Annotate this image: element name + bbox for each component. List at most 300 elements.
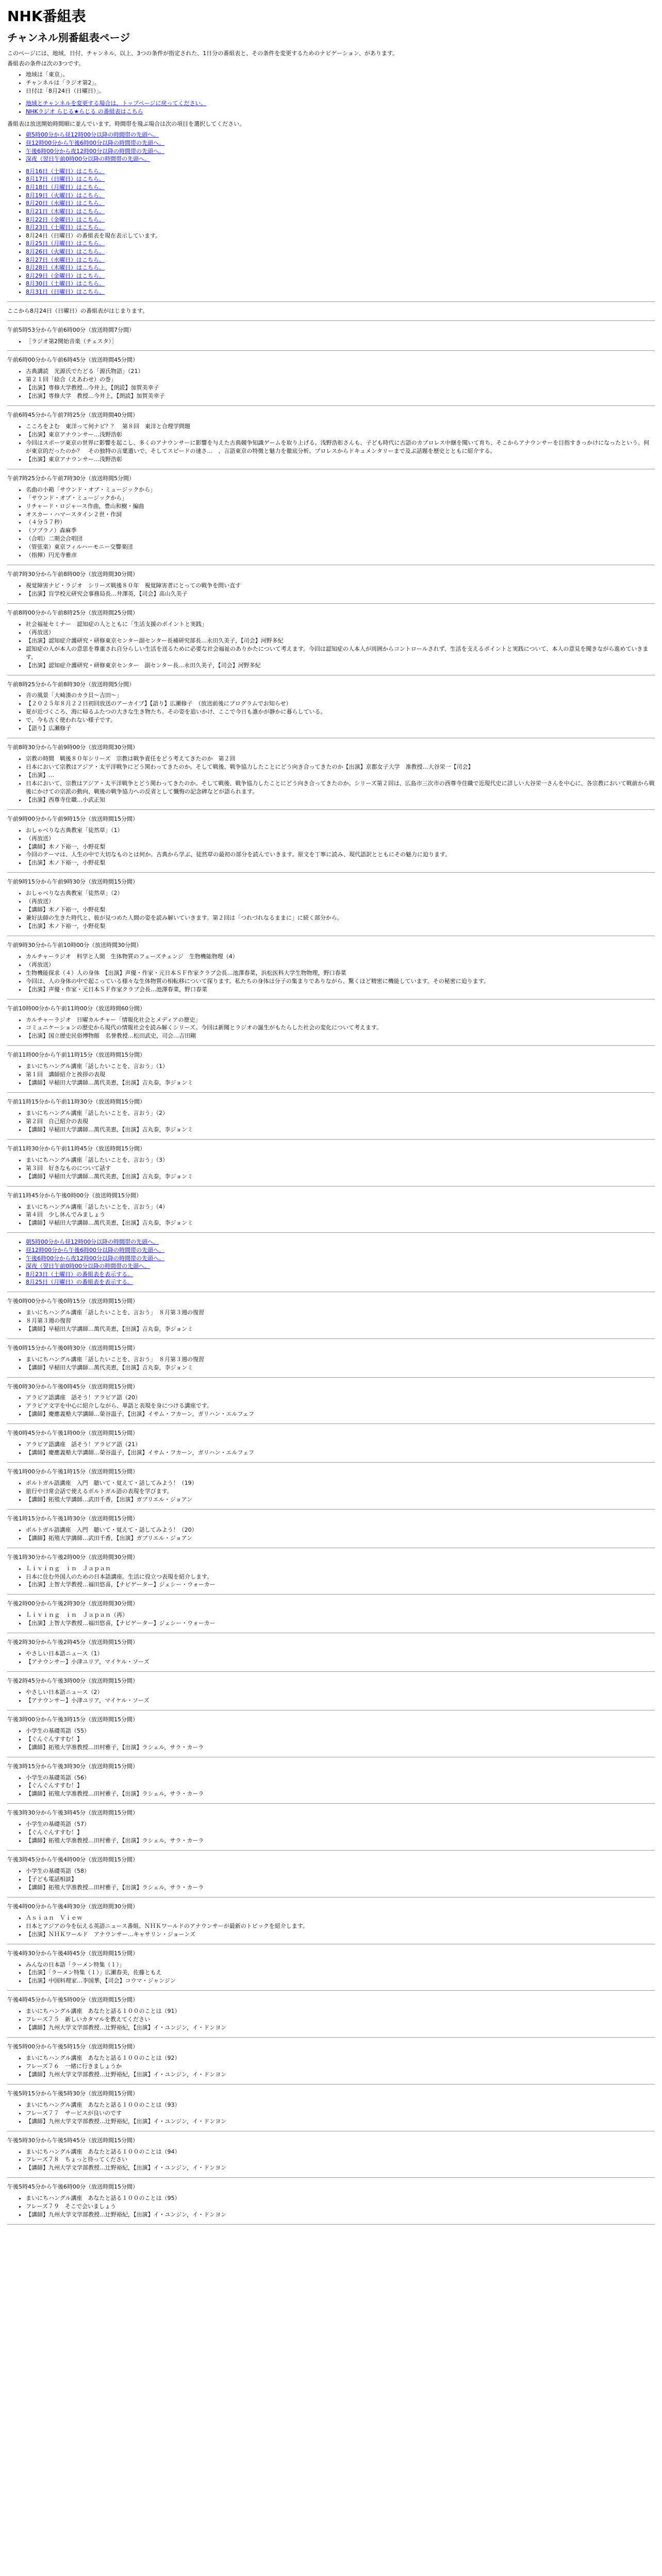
program-detail: • 第４回 少し休んでみましょう bbox=[26, 1211, 655, 1219]
program-details bbox=[7, 1526, 655, 1543]
program-title: • まいにちハングル講座 あなたと話る１００のことは（94） bbox=[26, 2148, 655, 2156]
program-details bbox=[7, 1774, 655, 1799]
mid-nav-item bbox=[26, 1255, 655, 1263]
program-detail: • 【出演】東京アナウンサー…浅野浩彰 bbox=[26, 455, 655, 464]
program-detail: • フレーズ７６ 一緒に行きましょうか bbox=[26, 2062, 655, 2071]
program-detail: • 【講師】九州大学文学部教授…辻野裕紀，【出演】イ・ユンジン，イ・ドンヨン bbox=[26, 2024, 655, 2032]
program-time: 午後0時15分から午後0時30分（放送時間15分間） bbox=[7, 1344, 138, 1351]
program-details bbox=[7, 1688, 655, 1705]
date-link[interactable]: 8月23日（土曜日）はこちら。 bbox=[26, 224, 105, 231]
divider bbox=[7, 350, 655, 351]
program-title: • まいにちハングル講座「話したいことを、言おう」 ８月第３週の復習 bbox=[26, 1309, 655, 1317]
program-title: • 小学生の基礎英語（57） bbox=[26, 1820, 655, 1828]
program-details bbox=[7, 1565, 655, 1589]
program-item bbox=[7, 1677, 655, 1705]
current-date-label: 8月24日（日曜日）の番組表を現在表示しています。 bbox=[26, 232, 161, 239]
program-details bbox=[7, 1062, 655, 1087]
program-detail: • 【講師】九州大学文学部教授…辻野裕紀，【出演】イ・ユンジン，イ・ドンヨン bbox=[26, 2164, 655, 2172]
program-detail: • で、今も古く使われない様子です。 bbox=[26, 716, 655, 724]
program-detail: • 日本とアジアの今を伝える英語ニュース番組。ＮＨＫワールドのアナウンサーが最新のトピックを紹介します。 bbox=[26, 1922, 655, 1930]
program-time: 午前9時30分から午前10時00分（放送時間30分間） bbox=[7, 941, 142, 948]
program-details bbox=[7, 1479, 655, 1504]
program-detail: • 兼好法師の生きた時代と、彼が見つめた人間の姿を読み解いていきます。第２回は「つれづれなるままに」に続く部分から。 bbox=[26, 914, 655, 922]
program-detail: • 第２１回「絵合（えあわせ）の巻」 bbox=[26, 376, 655, 384]
jump-afternoon-link[interactable]: 昼12時00分から午後6時00分以降の時間帯の先頭へ。 bbox=[26, 140, 164, 147]
program-time: 午前8時30分から午前9時00分（放送時間30分間） bbox=[7, 744, 138, 751]
program-detail: • 【出演】西尊寺住職…小武正知 bbox=[26, 796, 655, 804]
program-detail: • 【講師】拓殖大学准教授…田村雅子，【出演】ラシェル，サラ・カーラ bbox=[26, 1884, 655, 1892]
program-title: • 小学生の基礎英語（55） bbox=[26, 1727, 655, 1735]
mid-nav-item bbox=[26, 1262, 655, 1270]
program-details bbox=[7, 422, 655, 464]
program-title: • 音の風景「大崎湊のカラ貝～吉田～」 bbox=[26, 691, 655, 700]
program-details bbox=[7, 826, 655, 868]
program-title: • やさしい日本語ニュース（2） bbox=[26, 1688, 655, 1697]
program-detail: • 【講師】早稲田大学講師…萬代美恵，【出演】吉丸泰，李ジョンミ bbox=[26, 1325, 655, 1333]
program-time: 午前11時45分から午後0時00分（放送時間15分間） bbox=[7, 1192, 142, 1199]
divider bbox=[7, 1377, 655, 1378]
program-detail: • 【子ども電話相談】 bbox=[26, 1875, 655, 1884]
program-details bbox=[7, 691, 655, 733]
program-detail: • 【ぐんぐんすすむ！】 bbox=[26, 1735, 655, 1743]
divider bbox=[7, 1803, 655, 1804]
program-detail: • ８月第３週の復習 bbox=[26, 1317, 655, 1325]
divider bbox=[7, 301, 655, 302]
date-link[interactable]: 8月31日（日曜日）はこちら。 bbox=[26, 289, 105, 296]
program-details bbox=[7, 1961, 655, 1986]
date-nav-item bbox=[26, 232, 655, 240]
program-detail: • （再放送） bbox=[26, 897, 655, 906]
program-time: 午前11時15分から午前11時30分（放送時間15分間） bbox=[7, 1098, 145, 1106]
program-details bbox=[7, 1914, 655, 1939]
program-item bbox=[7, 1051, 655, 1087]
program-detail: • 【２０２５年８月２２日初回放送のアーカイブ】【語り】広瀬修子 （放送前後にプログラムでお知らせ） bbox=[26, 700, 655, 708]
program-title: • まいにちハングル講座 あなたと話る１００のことは（91） bbox=[26, 2007, 655, 2015]
program-detail: • オスカー・ハマースタイン２世・作詞 bbox=[26, 511, 655, 519]
program-details bbox=[7, 953, 655, 994]
program-detail: • 【講師】拓殖大学准教授…田村雅子，【出演】ラシェル，サラ・カーラ bbox=[26, 1743, 655, 1752]
date-link[interactable]: 8月27日（水曜日）はこちら。 bbox=[26, 256, 105, 263]
program-detail: • 今回はスポーツ東京の世界に影響を起こし、多くのアナウンサーに影響を与えた古典競争知識ゲームを取り上げる。浅野浩彰さんも、子ども時代に古語のカプロレス中継を聞いて育ち、そこからアナウンサーを目指すきっかけになったという。何が東京的だったのか？ その独特の言葉遣いで、そしてスピードの速さ… 、言語東京の特徴と魅力を徹底分析。プロレスからドキュメンタリーまで及ぶ話題を歴史とともに紹介する。 bbox=[26, 439, 655, 455]
program-details bbox=[7, 755, 655, 804]
program-detail: • リチャード・ロジャース作曲，豊山和樹・編曲 bbox=[26, 502, 655, 511]
time-nav-label: 番組表は放送開始時間順に並んでいます。時間帯を飛ぶ場合は次の項目を選択してください。 bbox=[7, 120, 245, 127]
program-detail: • 夏が近づくころ、海に帰るふたつの大きな生き物たち。その姿を追いかけ、ここで今日も誰かが静かに暮らしている。 bbox=[26, 708, 655, 716]
divider bbox=[7, 1139, 655, 1140]
program-item bbox=[7, 1005, 655, 1041]
mid-nav-link[interactable]: 8月25日（月曜日）の番組表を表示する。 bbox=[26, 1279, 133, 1286]
program-detail: • 旅行や日常会話で使えるポルトガル語の表現を学びます。 bbox=[26, 1487, 655, 1496]
divider bbox=[7, 405, 655, 406]
date-nav-item bbox=[26, 208, 655, 216]
program-detail: • 【ぐんぐんすすむ！】 bbox=[26, 1782, 655, 1790]
program-detail: • 【出演】ＮＨＫワールド アナウンサー…キャサリン・ジョーンズ bbox=[26, 1930, 655, 1939]
program-detail: • フレーズ７７ サービスが良いのです bbox=[26, 2109, 655, 2117]
program-detail: • フレーズ７９ そこで会いましょう bbox=[26, 2202, 655, 2211]
program-time: 午後5時15分から午後5時30分（放送時間15分間） bbox=[7, 2090, 138, 2097]
program-item bbox=[7, 2043, 655, 2079]
program-title: • 名曲の小箱「サウンド・オブ・ミュージックから」 bbox=[26, 486, 655, 494]
program-time: 午後4時00分から午後4時30分（放送時間30分間） bbox=[7, 1903, 138, 1910]
divider bbox=[7, 872, 655, 873]
program-item bbox=[7, 1809, 655, 1845]
jump-morning-link[interactable]: 朝5時00分から昼12時00分以降の時間帯の先頭へ。 bbox=[26, 131, 159, 139]
divider bbox=[7, 2037, 655, 2038]
date-nav-item bbox=[26, 175, 655, 183]
program-item bbox=[7, 1429, 655, 1457]
divider bbox=[7, 1092, 655, 1093]
program-title: • まいにちハングル講座 あなたと話る１００のことは（92） bbox=[26, 2054, 655, 2062]
program-detail: • 【講師】慶應義塾大学講師…榮谷温子，【出演】イサム・フカーン，ガリハン・エルフェフ bbox=[26, 1449, 655, 1457]
program-detail: • 【講師】九州大学文学部教授…辻野裕紀，【出演】イ・ユンジン，イ・ドンヨン bbox=[26, 2071, 655, 2079]
program-detail: • 【出演】声優・作家・元日本ＳＦ作家クラブ会長…池澤春菜，野口春菜 bbox=[26, 986, 655, 994]
program-detail: • 日本において宗教はアジア・太平洋戦争にどう関わってきたのか。そして戦後、戦争協力したことにどう向き合ってきたのか【出演】京都女子大学 准教授…大谷栄一【司会】 bbox=[26, 763, 655, 771]
program-item bbox=[7, 681, 655, 733]
program-detail: • 【講師】九州大学文学部教授…辻野裕紀，【出演】イ・ユンジン，イ・ドンヨン bbox=[26, 2211, 655, 2219]
program-detail: • 【講師】木ノ下裕一，小野花梨 bbox=[26, 843, 655, 851]
program-time: 午後1時30分から午後2時00分（放送時間30分間） bbox=[7, 1553, 138, 1561]
program-title: • カルチャーラジオ 科学と人間 生体物質のフェーズチェンジ 生物機能物理（4） bbox=[26, 953, 655, 961]
program-detail: • 【講師】拓殖大学講師…武田千香，【出演】ガブリエル・ジョアン bbox=[26, 1534, 655, 1543]
date-link[interactable]: 8月20日（水曜日）はこちら。 bbox=[26, 200, 105, 207]
mid-nav-item bbox=[26, 1246, 655, 1255]
program-title: • ポルトガル語講座 入門 聴いて・覚えて・話してみよう！（20） bbox=[26, 1526, 655, 1534]
program-time: 午前10時00分から午前11時00分（放送時間60分間） bbox=[7, 1005, 145, 1012]
conditions-list bbox=[7, 71, 655, 95]
date-nav-item bbox=[26, 224, 655, 232]
program-detail: • 【講師】早稲田大学講師…萬代美恵，【出演】吉丸泰，李ジョンミ bbox=[26, 1364, 655, 1372]
date-nav-item bbox=[26, 199, 655, 208]
program-item bbox=[7, 326, 655, 346]
program-time: 午後5時45分から午後6時00分（放送時間15分間） bbox=[7, 2183, 138, 2191]
program-time: 午前11時00分から午前11時15分（放送時間15分間） bbox=[7, 1052, 145, 1059]
program-item bbox=[7, 815, 655, 868]
program-time: 午後3時45分から午後4時00分（放送時間15分間） bbox=[7, 1856, 138, 1863]
program-detail: • 【出演】盲学校元研究会事務局長…井澤英，【司会】高山久美子 bbox=[26, 590, 655, 598]
program-detail: • （再放送） bbox=[26, 961, 655, 969]
program-title: • アラビア語講座 話そう！アラビア語（21） bbox=[26, 1440, 655, 1449]
date-nav-item bbox=[26, 248, 655, 256]
divider bbox=[7, 2224, 655, 2225]
program-time: 午後2時00分から午後2時30分（放送時間30分間） bbox=[7, 1600, 138, 1607]
program-item bbox=[7, 1344, 655, 1372]
condition-region: • 地域は「東京」。 bbox=[26, 71, 655, 79]
mid-nav-link[interactable]: 昼12時00分から午後6時00分以降の時間帯の先頭へ。 bbox=[26, 1246, 164, 1253]
program-detail: • （再放送） bbox=[26, 629, 655, 637]
program-time: 午前7時30分から午前8時00分（放送時間30分間） bbox=[7, 571, 138, 578]
date-link[interactable]: 8月30日（土曜日）はこちら。 bbox=[26, 280, 105, 287]
program-item bbox=[7, 570, 655, 598]
program-time: 午前8時00分から午前8時25分（放送時間25分間） bbox=[7, 609, 138, 616]
program-item bbox=[7, 356, 655, 400]
program-item bbox=[7, 1515, 655, 1543]
program-detail: • （ソプラノ）森麻季 bbox=[26, 527, 655, 535]
program-time: 午後5時30分から午後5時45分（放送時間15分間） bbox=[7, 2137, 138, 2144]
conditions-label: 番組表の条件は次の3つです。 bbox=[7, 60, 85, 67]
program-details bbox=[7, 2101, 655, 2126]
date-link[interactable]: 8月29日（金曜日）はこちら。 bbox=[26, 272, 105, 279]
date-link[interactable]: 8月22日（金曜日）はこちら。 bbox=[26, 216, 105, 223]
program-time: 午後4時30分から午後4時45分（放送時間15分間） bbox=[7, 1950, 138, 1957]
program-title: • まいにちハングル講座 あなたと話る１００のことは（93） bbox=[26, 2101, 655, 2109]
program-item bbox=[7, 1856, 655, 1892]
divider bbox=[7, 1338, 655, 1339]
program-detail: • 【出演】木ノ下裕一，小野花梨 bbox=[26, 922, 655, 930]
program-item bbox=[7, 878, 655, 930]
program-time: 午後0時30分から午後0時45分（放送時間15分間） bbox=[7, 1383, 138, 1390]
program-item bbox=[7, 743, 655, 804]
program-detail: • 【講師】木ノ下裕一，小野花梨 bbox=[26, 906, 655, 914]
date-nav-item bbox=[26, 167, 655, 176]
program-detail: • 【出演】専修大学 教授…今井上，【朗読】加賀美幸子 bbox=[26, 392, 655, 400]
program-details bbox=[7, 1867, 655, 1892]
program-title: • 古典講読 光源氏でたどる「源氏物語」（21） bbox=[26, 367, 655, 376]
program-detail: • 【出演】専修大学教授…今井上，【朗読】加賀美幸子 bbox=[26, 384, 655, 392]
program-item bbox=[7, 411, 655, 464]
date-nav-item bbox=[26, 192, 655, 200]
program-detail: • 【語り】広瀬修子 bbox=[26, 724, 655, 733]
program-item bbox=[7, 2090, 655, 2126]
program-details bbox=[7, 889, 655, 930]
program-title: • 宗教の時間 戦後８０年シリーズ 宗教は戦争責任をどう考えてきたのか 第２回 bbox=[26, 755, 655, 763]
mid-nav-link[interactable]: 朝5時00分から昼12時00分以降の時間帯の先頭へ。 bbox=[26, 1239, 159, 1246]
mid-nav-link[interactable]: 午後6時00分から夜12時00分以降の時間帯の先頭へ。 bbox=[26, 1255, 164, 1262]
program-item bbox=[7, 2183, 655, 2219]
date-nav-item bbox=[26, 183, 655, 192]
program-item bbox=[7, 1297, 655, 1333]
program-detail: • 【出演】認知症介護研究・研修東京センター副センター長補研究部長…永田久美子，【司会】河野多紀 bbox=[26, 637, 655, 645]
divider bbox=[7, 809, 655, 810]
program-details bbox=[7, 1203, 655, 1228]
date-link[interactable]: 8月25日（月曜日）はこちら。 bbox=[26, 240, 105, 247]
program-detail: • （４分５７秒） bbox=[26, 518, 655, 527]
program-item bbox=[7, 1716, 655, 1752]
program-time: 午後3時30分から午後3時45分（放送時間15分間） bbox=[7, 1809, 138, 1817]
date-link[interactable]: 8月28日（木曜日）はこちら。 bbox=[26, 264, 105, 272]
program-details bbox=[7, 2148, 655, 2173]
divider bbox=[7, 1594, 655, 1595]
mid-nav bbox=[7, 1238, 655, 1286]
program-title: • やさしい日本語ニュース（1） bbox=[26, 1650, 655, 1658]
program-detail: • 【講師】慶應義塾大学講師…榮谷温子，【出演】イサム・フカーン，ガリハン・エルフェフ bbox=[26, 1410, 655, 1418]
program-title: • まいにちハングル講座「話したいことを、言おう」 ８月第３週の復習 bbox=[26, 1355, 655, 1364]
date-link[interactable]: 8月17日（日曜日）はこちら。 bbox=[26, 176, 105, 183]
program-detail: • 【出演】認知症介護研究・研修東京センター 副センター長…永田久美子，【司会】河野多紀 bbox=[26, 662, 655, 670]
page-title: NHK番組表 bbox=[7, 8, 86, 25]
program-item bbox=[7, 1468, 655, 1504]
program-detail: • （指揮）円光寺雅彦 bbox=[26, 551, 655, 560]
program-details bbox=[7, 1650, 655, 1666]
date-nav-item bbox=[26, 280, 655, 288]
program-detail: • 【講師】拓殖大学准教授…田村雅子，【出演】ラシェル，サラ・カーラ bbox=[26, 1837, 655, 1845]
program-time: 午前9時00分から午前9時15分（放送時間15分間） bbox=[7, 815, 138, 822]
program-detail: • 【出演】東京アナウンサー…浅野浩彰 bbox=[26, 431, 655, 439]
program-details bbox=[7, 1820, 655, 1845]
program-detail: • 【アナウンサー】小津ユリア，マイケル・ソーズ bbox=[26, 1658, 655, 1666]
program-item bbox=[7, 1553, 655, 1589]
program-details bbox=[7, 337, 655, 346]
program-detail: • コミュニケーションの歴史から現代の情報社会を読み解くシリーズ。今回は新聞とラジオの誕生がもたらした社会の変化について考えます。 bbox=[26, 1024, 655, 1032]
nav-item bbox=[26, 99, 655, 108]
date-nav-item bbox=[26, 216, 655, 224]
program-time: 午後4時45分から午後5時00分（放送時間15分間） bbox=[7, 1996, 138, 2004]
program-item bbox=[7, 1762, 655, 1799]
program-time: 午前11時30分から午前11時45分（放送時間15分間） bbox=[7, 1145, 145, 1152]
program-item bbox=[7, 2137, 655, 2173]
jump-evening-link[interactable]: 午後6時00分から夜12時00分以降の時間帯の先頭へ。 bbox=[26, 147, 164, 155]
program-details bbox=[7, 2007, 655, 2032]
page-subtitle: チャンネル別番組表ページ bbox=[7, 31, 130, 44]
mid-nav-item bbox=[26, 1270, 655, 1279]
program-detail: • 【出演】「ラーメン特集（１）」広瀬春美，佐藤ともえ bbox=[26, 1969, 655, 1977]
program-item bbox=[7, 474, 655, 560]
program-time: 午前9時15分から午前9時30分（放送時間15分間） bbox=[7, 878, 138, 886]
divider bbox=[7, 1850, 655, 1851]
program-title: • Ｌｉｖｉｎｇ ｉｎ Ｊａｐａｎ bbox=[26, 1565, 655, 1573]
program-time: 午後2時45分から午後3時00分（放送時間15分間） bbox=[7, 1677, 138, 1685]
top-page-link[interactable]: 地域とチャンネルを変更する場合は、トップページに戻ってください。 bbox=[26, 100, 207, 107]
mid-nav-item bbox=[26, 1238, 655, 1246]
divider bbox=[7, 320, 655, 321]
condition-date: • 日付は「8月24日（日曜日）」。 bbox=[26, 87, 655, 95]
mid-nav-link[interactable]: 深夜（翌日午前0時00分以降の時間帯の先頭へ。 bbox=[26, 1263, 150, 1270]
jump-late-night-link[interactable]: 深夜（翌日午前0時00分以降の時間帯の先頭へ。 bbox=[26, 156, 150, 163]
program-detail: • フレーズ７５ 新しいカタマルを教えてください bbox=[26, 2015, 655, 2024]
intro-text: このページには、地域、日付、チャンネル、以上、3つの条件が指定された、1日分の番組表と、その条件を変更するためのナビゲーション、があります。 bbox=[7, 49, 399, 57]
program-title: • 小学生の基礎英語（58） bbox=[26, 1867, 655, 1875]
program-list-afternoon bbox=[7, 1297, 655, 2225]
radiru-schedule-link[interactable]: NHKラジオ らじる★らじる の番組表はこちら bbox=[26, 108, 143, 115]
program-details bbox=[7, 2054, 655, 2079]
date-nav-item bbox=[26, 264, 655, 272]
program-details bbox=[7, 1394, 655, 1418]
program-detail: • 【講師】拓殖大学准教授…田村雅子，【出演】ラシェル，サラ・カーラ bbox=[26, 1790, 655, 1798]
program-item bbox=[7, 1996, 655, 2032]
divider bbox=[7, 2177, 655, 2178]
program-title: • みんなの日本語「ラーメン特集（１）」 bbox=[26, 1961, 655, 1969]
program-time: 午前8時25分から午前8時30分（放送時間5分間） bbox=[7, 681, 135, 688]
divider bbox=[7, 1045, 655, 1046]
program-details bbox=[7, 1309, 655, 1333]
divider bbox=[7, 1186, 655, 1187]
program-time: 午後3時00分から午後3時15分（放送時間15分間） bbox=[7, 1716, 138, 1723]
program-details bbox=[7, 1156, 655, 1181]
mid-nav-link[interactable]: 8月23日（土曜日）の番組表を表示する。 bbox=[26, 1270, 133, 1278]
divider bbox=[7, 1423, 655, 1424]
program-item bbox=[7, 1600, 655, 1628]
program-title: • Ｌｉｖｉｎｇ ｉｎ Ｊａｐａｎ（再） bbox=[26, 1611, 655, 1619]
program-title: • まいにちハングル講座「話したいことを、言おう」（1） bbox=[26, 1062, 655, 1071]
program-item bbox=[7, 941, 655, 994]
program-time: 午前6時00分から午前6時45分（放送時間45分間） bbox=[7, 357, 138, 364]
program-detail: • 第３回 好きなものについて話す bbox=[26, 1164, 655, 1173]
program-item bbox=[7, 1098, 655, 1134]
program-detail: • フレーズ７８ ちょっと待ってください bbox=[26, 2156, 655, 2164]
divider bbox=[7, 603, 655, 604]
date-nav bbox=[7, 167, 655, 296]
program-detail: • 【出演】… bbox=[26, 771, 655, 779]
program-time: 午後1時00分から午後1時15分（放送時間15分間） bbox=[7, 1468, 138, 1476]
condition-channel: • チャンネルは「ラジオ第2」。 bbox=[26, 79, 655, 87]
divider bbox=[7, 1232, 655, 1233]
program-time: 午後0時00分から午後0時15分（放送時間15分間） bbox=[7, 1297, 138, 1304]
program-detail: • 【講師】九州大学文学部教授…辻野裕紀，【出演】イ・ユンジン，イ・ドンヨン bbox=[26, 2117, 655, 2126]
date-nav-item bbox=[26, 272, 655, 280]
program-title: • 小学生の基礎英語（56） bbox=[26, 1774, 655, 1782]
divider bbox=[7, 1671, 655, 1672]
program-details bbox=[7, 1611, 655, 1628]
program-title: • まいにちハングル講座「話したいことを、言おう」（4） bbox=[26, 1203, 655, 1211]
program-detail: • 【講師】早稲田大学講師…萬代美恵，【出演】吉丸泰，李ジョンミ bbox=[26, 1079, 655, 1087]
program-detail: • 【出演】上智大学教授…福田悠喜，【ナビゲーター】ジェシー・ウォーカー bbox=[26, 1619, 655, 1628]
mid-nav-item bbox=[26, 1278, 655, 1286]
program-time: 午前7時25分から午前7時30分（放送時間5分間） bbox=[7, 474, 135, 482]
program-detail: • 【ぐんぐんすすむ！】 bbox=[26, 1828, 655, 1837]
program-detail: • 【講師】早稲田大学講師…萬代美恵，【出演】吉丸泰，李ジョンミ bbox=[26, 1126, 655, 1134]
program-item bbox=[7, 1638, 655, 1666]
program-detail: • 生物機能探求（４）人の身体 【出演】声優・作家・元日本ＳＦ作家クラブ会長…池澤春菜，浜松医科大学生物物理，野口春菜 bbox=[26, 969, 655, 977]
program-detail: • 認知症の人が本人の意思を尊重され自分らしい生活を送るために必要な社会福祉のありかたについて考えます。今回は認知症の人本人が周囲からコントロールされず、生活を支えるポイントと実践について、本人の意見を聞きながら進めていきます。 bbox=[26, 645, 655, 662]
program-detail: • （再放送） bbox=[26, 835, 655, 843]
program-details bbox=[7, 2194, 655, 2219]
program-time: 午後2時30分から午後2時45分（放送時間15分間） bbox=[7, 1639, 138, 1646]
program-title: • おしゃべりな古典教室「徒然草」（2） bbox=[26, 889, 655, 897]
divider bbox=[7, 1462, 655, 1463]
date-nav-item bbox=[26, 288, 655, 296]
program-detail: • 【講師】早稲田大学講師…萬代美恵，【出演】吉丸泰，李ジョンミ bbox=[26, 1219, 655, 1227]
program-detail: • 【出演】国立歴史民俗博物館 名誉教授…松田武史，司会…吉田剛 bbox=[26, 1032, 655, 1040]
program-title: • ポルトガル語講座 入門 聴いて・覚えて・話してみよう！（19） bbox=[26, 1479, 655, 1487]
program-detail: • 【講師】拓殖大学講師…武田千香，【出演】ガブリエル・ジョアン bbox=[26, 1496, 655, 1504]
program-detail: • 【アナウンサー】小津ユリア，マイケル・ソーズ bbox=[26, 1697, 655, 1705]
program-time: 午後0時45分から午後1時00分（放送時間15分間） bbox=[7, 1430, 138, 1437]
program-title: • アラビア語講座 話そう！アラビア語（20） bbox=[26, 1394, 655, 1402]
program-details bbox=[7, 486, 655, 560]
program-detail: • 第２回 自己紹介の表現 bbox=[26, 1117, 655, 1126]
program-item bbox=[7, 609, 655, 670]
program-title: • 視覚障害ナビ・ラジオ シリーズ戦後８０年 視覚障害者にとっての戦争を問い直す bbox=[26, 582, 655, 590]
program-details bbox=[7, 1109, 655, 1134]
date-link[interactable]: 8月26日（火曜日）はこちら。 bbox=[26, 248, 105, 255]
program-time: 午前5時53分から午前6時00分（放送時間7分間） bbox=[7, 326, 135, 333]
time-nav-item bbox=[26, 139, 655, 147]
date-link[interactable]: 8月21日（木曜日）はこちら。 bbox=[26, 208, 105, 215]
date-link[interactable]: 8月19日（火曜日）はこちら。 bbox=[26, 192, 105, 199]
program-details bbox=[7, 1727, 655, 1752]
program-detail: • 【出演】木ノ下裕一，小野花梨 bbox=[26, 859, 655, 867]
program-title: • まいにちハングル講座「話したいことを、言おう」（2） bbox=[26, 1109, 655, 1117]
program-item bbox=[7, 1383, 655, 1419]
date-link[interactable]: 8月18日（月曜日）はこちら。 bbox=[26, 184, 105, 191]
program-detail: • 第１回 講師紹介と挨拶の表現 bbox=[26, 1071, 655, 1079]
program-detail: • 日本に住む外国人のための日本語講座。生活に役立つ表現を紹介します。 bbox=[26, 1573, 655, 1581]
program-detail: • 今回のテーマは、人生の中で大切なものとは何か。古典から学ぶ、徒然草の最初の部分を読んでいきます。原文を丁寧に読み、現代語訳とともにその魅力に迫ります。 bbox=[26, 851, 655, 859]
program-detail: • （合唱）二期会合唱団 bbox=[26, 535, 655, 543]
program-title: • まいにちハングル講座 あなたと話る１００のことは（95） bbox=[26, 2194, 655, 2202]
date-link[interactable]: 8月16日（土曜日）はこちら。 bbox=[26, 167, 105, 175]
program-detail: • 【出演】中国料理家…李国華，【司会】コウマ・ジャンジン bbox=[26, 1977, 655, 1985]
program-details bbox=[7, 582, 655, 598]
program-detail: • 【講師】早稲田大学講師…萬代美恵，【出演】吉丸泰，李ジョンミ bbox=[26, 1173, 655, 1181]
program-time: 午後1時15分から午後1時30分（放送時間15分間） bbox=[7, 1515, 138, 1522]
program-detail: • アラビア文字を中心に紹介しながら、単語と表現を身につける講座です。 bbox=[26, 1402, 655, 1410]
time-nav bbox=[7, 131, 655, 163]
program-detail: • 今回は、人の身体の中で起こっている様々な生体物質の相転移について探ります。私たちの身体は分子の集まりでありながら、驚くほど精密に機能しています。その秘密に迫ります。 bbox=[26, 977, 655, 986]
program-time: 午後5時00分から午後5時15分（放送時間15分間） bbox=[7, 2043, 138, 2050]
program-details bbox=[7, 1355, 655, 1372]
nav-links bbox=[7, 99, 655, 115]
date-nav-item bbox=[26, 256, 655, 264]
